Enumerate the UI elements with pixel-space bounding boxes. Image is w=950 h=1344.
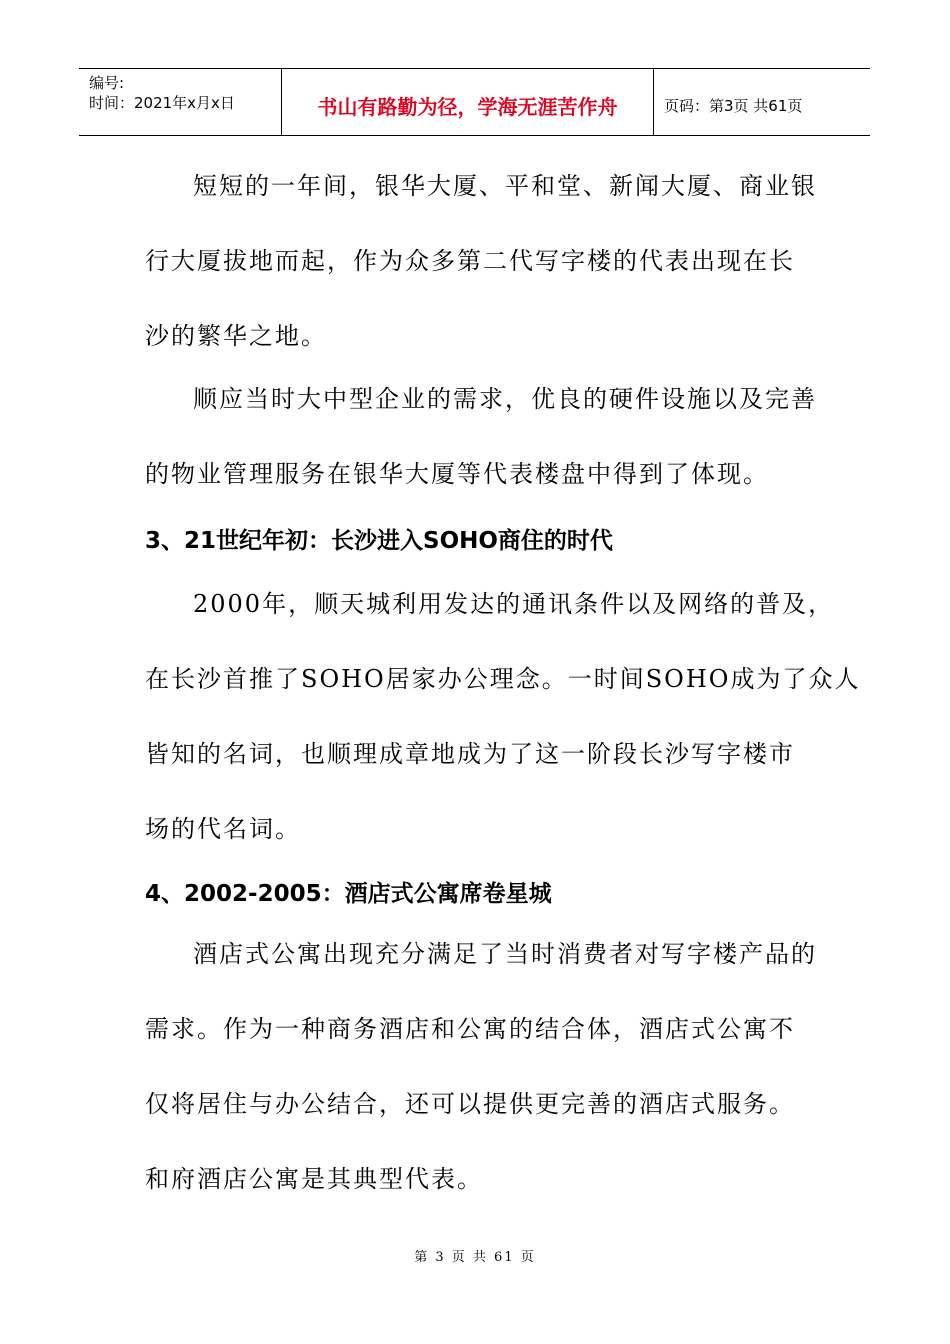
paragraph-line: 和府酒店公寓是其典型代表。 <box>145 1165 483 1193</box>
paragraph-line: 需求。作为一种商务酒店和公寓的结合体，酒店式公寓不 <box>145 1015 795 1043</box>
paragraph-line: 行大厦拔地而起，作为众多第二代写字楼的代表出现在长 <box>145 247 795 275</box>
paragraph-line: 顺应当时大中型企业的需求，优良的硬件设施以及完善 <box>193 385 817 413</box>
paragraph-line: 皆知的名词，也顺理成章地成为了这一阶段长沙写字楼市 <box>145 740 795 768</box>
document-number-label: 编号: <box>89 74 125 92</box>
page-footer: 第 3 页 共 61 页 <box>414 1250 536 1265</box>
paragraph-line: 短短的一年间，银华大厦、平和堂、新闻大厦、商业银 <box>193 172 817 200</box>
paragraph-line: 在长沙首推了SOHO居家办公理念。一时间SOHO成为了众人 <box>145 665 861 693</box>
paragraph-line: 酒店式公寓出现充分满足了当时消费者对写字楼产品的 <box>193 940 817 968</box>
paragraph-1 <box>145 162 825 360</box>
paragraph-3 <box>145 580 861 853</box>
paragraph-2 <box>145 375 825 498</box>
header-page-info: 页码：第3页 共61页 <box>664 96 803 115</box>
section-heading-3: 3、21世纪年初：长沙进入SOHO商住的时代 <box>145 528 613 554</box>
document-date: 时间：2021年x月x日 <box>89 94 235 112</box>
paragraph-line: 2000年，顺天城利用发达的通讯条件以及网络的普及， <box>193 590 835 618</box>
paragraph-line: 仅将居住与办公结合，还可以提供更完善的酒店式服务。 <box>145 1090 795 1118</box>
paragraph-line: 的物业管理服务在银华大厦等代表楼盘中得到了体现。 <box>145 460 769 488</box>
paragraph-line: 沙的繁华之地。 <box>145 322 327 350</box>
page-header <box>79 68 870 136</box>
section-heading-4: 4、2002-2005：酒店式公寓席卷星城 <box>145 881 552 907</box>
paragraph-line: 场的代名词。 <box>145 815 301 843</box>
header-meta <box>79 69 282 135</box>
header-motto: 书山有路勤为径，学海无涯苦作舟 <box>282 69 654 135</box>
paragraph-4 <box>145 930 825 1203</box>
